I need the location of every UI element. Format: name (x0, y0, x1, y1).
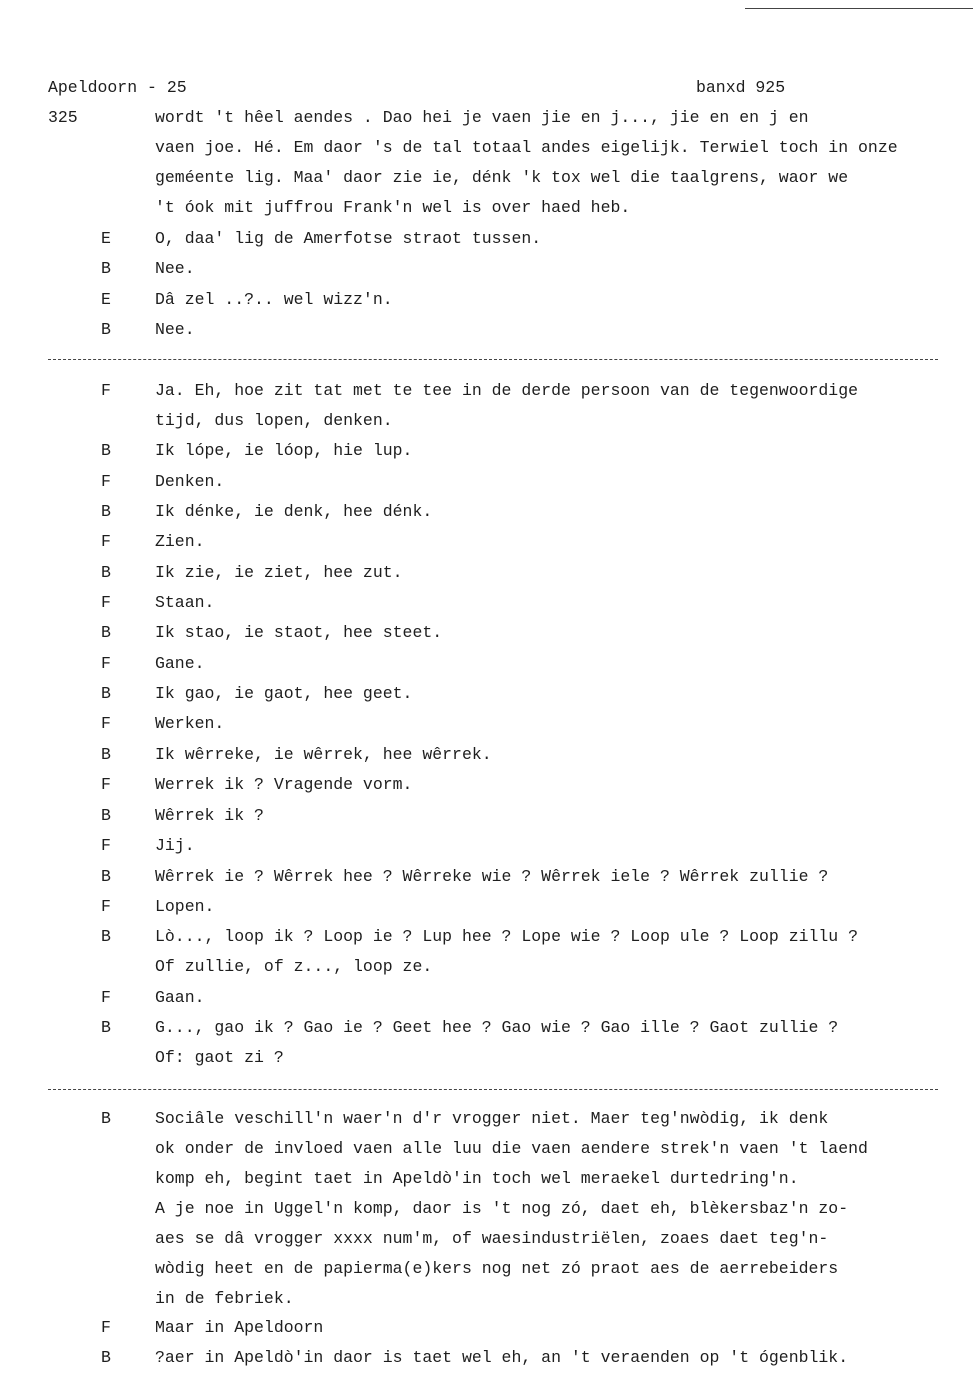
utterance-text: wordt 't hêel aendes . Dao hei je vaen jie en j..., jie en en j en (155, 108, 809, 127)
transcript-line (0, 897, 973, 919)
transcript-line (0, 320, 973, 342)
speaker-label: E (101, 229, 111, 248)
utterance-text: aes se dâ vrogger xxxx num'm, of waesindustriëlen, zoaes daet teg'n- (155, 1229, 829, 1248)
utterance-text: Lopen. (155, 897, 215, 916)
transcript-line (0, 472, 973, 494)
utterance-text: Ik lópe, ie lóop, hie lup. (155, 441, 413, 460)
transcript-line (0, 198, 973, 220)
transcript-line (0, 867, 973, 889)
transcript-line (0, 745, 973, 767)
transcript-line (0, 957, 973, 979)
transcript-line (0, 1109, 973, 1131)
utterance-text: A je noe in Uggel'n komp, daor is 't nog zó, daet eh, blèkersbaz'n zo- (155, 1199, 849, 1218)
transcript-line (0, 290, 973, 312)
transcript-line (0, 927, 973, 949)
section-divider (48, 359, 938, 360)
transcript-line (0, 259, 973, 281)
speaker-label: F (101, 897, 111, 916)
page-header (48, 78, 973, 100)
speaker-label: B (101, 806, 111, 825)
utterance-text: Ja. Eh, hoe zit tat met te tee in de derde persoon van de tegenwoordige (155, 381, 859, 400)
utterance-text: Ik gao, ie gaot, hee geet. (155, 684, 413, 703)
utterance-text: Ik dénke, ie denk, hee dénk. (155, 502, 433, 521)
utterance-text: Maar in Apeldoorn (155, 1318, 324, 1337)
utterance-text: Jij. (155, 836, 195, 855)
utterance-text: ?aer in Apeldò'in daor is taet wel eh, an 't veraenden op 't ógenblik. (155, 1348, 849, 1367)
speaker-label: B (101, 502, 111, 521)
speaker-label: F (101, 532, 111, 551)
utterance-text: Dâ zel ..?.. wel wizz'n. (155, 290, 393, 309)
speaker-label: B (101, 1018, 111, 1037)
utterance-text: Zien. (155, 532, 205, 551)
speaker-label: B (101, 867, 111, 886)
utterance-text: Lò..., loop ik ? Loop ie ? Lup hee ? Lope wie ? Loop ule ? Loop zillu ? (155, 927, 859, 946)
line-number: 325 (48, 108, 78, 127)
speaker-label: B (101, 623, 111, 642)
utterance-text: O, daa' lig de Amerfotse straot tussen. (155, 229, 542, 248)
utterance-text: Of zullie, of z..., loop ze. (155, 957, 433, 976)
speaker-label: F (101, 654, 111, 673)
transcript-line (0, 108, 973, 130)
utterance-text: ok onder de invloed vaen alle luu die vaen aendere strek'n vaen 't laend (155, 1139, 868, 1158)
utterance-text: Staan. (155, 593, 215, 612)
transcript-line (0, 1229, 973, 1251)
utterance-text: Ik zie, ie ziet, hee zut. (155, 563, 403, 582)
transcript-line (0, 411, 973, 433)
speaker-label: F (101, 714, 111, 733)
utterance-text: Sociâle veschill'n waer'n d'r vrogger niet. Maer teg'nwòdig, ik denk (155, 1109, 829, 1128)
transcript-line (0, 623, 973, 645)
speaker-label: F (101, 836, 111, 855)
transcript-line (0, 988, 973, 1010)
transcript-line (0, 1139, 973, 1161)
utterance-text: Wêrrek ik ? (155, 806, 264, 825)
utterance-text: in de febriek. (155, 1289, 294, 1308)
section-divider (48, 1089, 938, 1090)
speaker-label: F (101, 381, 111, 400)
utterance-text: Nee. (155, 320, 195, 339)
speaker-label: B (101, 563, 111, 582)
transcript-line (0, 532, 973, 554)
transcript-line (0, 441, 973, 463)
speaker-label: B (101, 745, 111, 764)
transcript-line (0, 1018, 973, 1040)
transcript-line (0, 381, 973, 403)
utterance-text: Werrek ik ? Vragende vorm. (155, 775, 413, 794)
utterance-text: wòdig heet en de papierma(e)kers nog net zó praot aes de aerrebeiders (155, 1259, 839, 1278)
transcript-line (0, 1048, 973, 1070)
transcript-line (0, 229, 973, 251)
transcript-line (0, 593, 973, 615)
transcript-line (0, 1169, 973, 1191)
utterance-text: Of: gaot zi ? (155, 1048, 284, 1067)
speaker-label: F (101, 988, 111, 1007)
speaker-label: B (101, 320, 111, 339)
transcript-line (0, 502, 973, 524)
header-tape-number: banxd 925 (696, 78, 786, 97)
transcript-line (0, 1259, 973, 1281)
transcript-line (0, 714, 973, 736)
speaker-label: B (101, 684, 111, 703)
utterance-text: Gaan. (155, 988, 205, 1007)
utterance-text: Wêrrek ie ? Wêrrek hee ? Wêrreke wie ? Wêrrek iele ? Wêrrek zullie ? (155, 867, 829, 886)
utterance-text: Ik wêrreke, ie wêrrek, hee wêrrek. (155, 745, 492, 764)
utterance-text: Nee. (155, 259, 195, 278)
top-rule (745, 8, 973, 9)
utterance-text: vaen joe. Hé. Em daor 's de tal totaal andes eigelijk. Terwiel toch in onze (155, 138, 898, 157)
transcript-line (0, 1289, 973, 1311)
transcript-line (0, 168, 973, 190)
speaker-label: F (101, 472, 111, 491)
utterance-text: Gane. (155, 654, 205, 673)
utterance-text: tijd, dus lopen, denken. (155, 411, 393, 430)
transcript-line (0, 563, 973, 585)
speaker-label: F (101, 1318, 111, 1337)
utterance-text: komp eh, begint taet in Apeldò'in toch wel meraekel durtedring'n. (155, 1169, 799, 1188)
utterance-text: Ik stao, ie staot, hee steet. (155, 623, 443, 642)
transcript-line (0, 806, 973, 828)
utterance-text: G..., gao ik ? Gao ie ? Geet hee ? Gao wie ? Gao ille ? Gaot zullie ? (155, 1018, 839, 1037)
speaker-label: E (101, 290, 111, 309)
transcript-line (0, 1199, 973, 1221)
transcript-line (0, 1318, 973, 1340)
speaker-label: B (101, 1348, 111, 1367)
speaker-label: F (101, 775, 111, 794)
utterance-text: Werken. (155, 714, 225, 733)
utterance-text: 't óok mit juffrou Frank'n wel is over haed heb. (155, 198, 631, 217)
transcript-line (0, 138, 973, 160)
transcript-line (0, 684, 973, 706)
utterance-text: Denken. (155, 472, 225, 491)
transcript-line (0, 1348, 973, 1370)
speaker-label: F (101, 593, 111, 612)
speaker-label: B (101, 927, 111, 946)
transcript-line (0, 654, 973, 676)
speaker-label: B (101, 259, 111, 278)
transcript-line (0, 775, 973, 797)
header-title: Apeldoorn - 25 (48, 78, 187, 97)
utterance-text: geméente lig. Maa' daor zie ie, dénk 'k tox wel die taalgrens, waor we (155, 168, 849, 187)
speaker-label: B (101, 1109, 111, 1128)
transcript-line (0, 836, 973, 858)
speaker-label: B (101, 441, 111, 460)
